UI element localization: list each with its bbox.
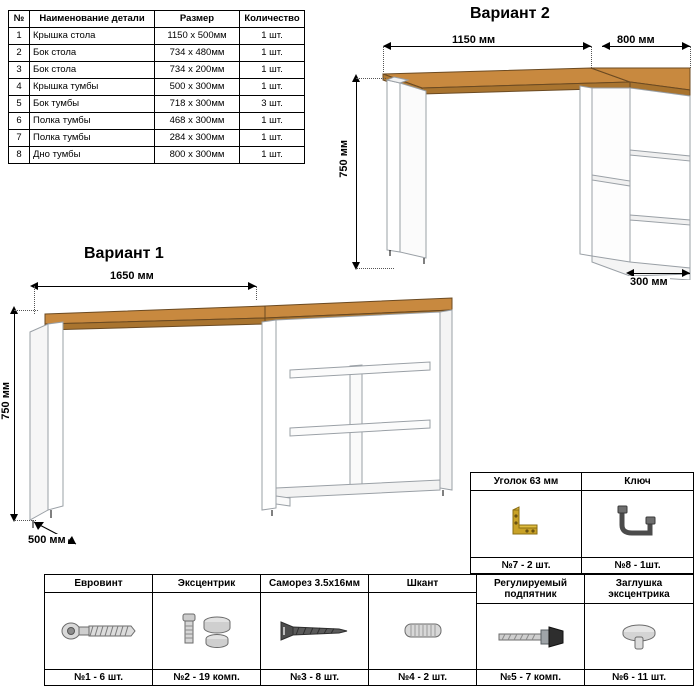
hardware-qty: №6 - 11 шт. — [585, 669, 693, 685]
cell-num: 6 — [9, 113, 30, 130]
header-num: № — [9, 11, 30, 28]
hardware-item-cam-lock — [153, 575, 261, 685]
hardware-item-self-tapping-screw — [261, 575, 369, 685]
hardware-item-hex-key — [582, 473, 693, 573]
hardware-qty: №1 - 6 шт. — [45, 669, 152, 685]
cell-num: 1 — [9, 28, 30, 45]
hardware-item-cam-cover-cap — [585, 575, 693, 685]
cell-size: 468 х 300мм — [155, 113, 240, 130]
cell-size: 800 х 300мм — [155, 147, 240, 164]
cell-qty: 1 шт. — [240, 28, 305, 45]
table-row — [9, 113, 305, 130]
hardware-item-dowel — [369, 575, 477, 685]
variant2-title: Вариант 2 — [470, 5, 550, 22]
hardware-title: Шкант — [369, 575, 476, 593]
variant1-depth-label: 500 мм — [28, 534, 66, 546]
cell-qty: 3 шт. — [240, 96, 305, 113]
cell-size: 1150 х 500мм — [155, 28, 240, 45]
hardware-title: Заглушка эксцентрика — [585, 575, 693, 604]
table-row — [9, 147, 305, 164]
hardware-qty: №8 - 1шт. — [582, 557, 693, 573]
table-row — [9, 130, 305, 147]
cell-num: 2 — [9, 45, 30, 62]
cell-name: Бок тумбы — [30, 96, 155, 113]
hardware-title: Евровинт — [45, 575, 152, 593]
table-row — [9, 45, 305, 62]
cell-num: 7 — [9, 130, 30, 147]
hardware-item-euro-screw — [45, 575, 153, 685]
cell-size: 718 х 300мм — [155, 96, 240, 113]
hardware-title: Эксцентрик — [153, 575, 260, 593]
variant1-drawing — [0, 262, 470, 562]
hardware-title: Уголок 63 мм — [471, 473, 581, 491]
corner-bracket-icon — [471, 491, 581, 557]
table-row — [9, 79, 305, 96]
hex-key-icon — [582, 491, 693, 557]
cell-num: 8 — [9, 147, 30, 164]
table-header-row — [9, 11, 305, 28]
hardware-bottom-grid — [44, 574, 694, 686]
cell-num: 3 — [9, 62, 30, 79]
variant1-height-label: 750 мм — [0, 382, 12, 420]
cell-qty: 1 шт. — [240, 147, 305, 164]
dowel-icon — [369, 593, 476, 669]
variant2-drawing — [330, 30, 700, 288]
cam-cover-cap-icon — [585, 604, 693, 669]
variant1-width-label: 1650 мм — [110, 270, 154, 282]
hardware-qty: №5 - 7 комп. — [477, 669, 584, 685]
adjustable-foot-icon — [477, 604, 584, 669]
cell-num: 5 — [9, 96, 30, 113]
cell-qty: 1 шт. — [240, 113, 305, 130]
hardware-title: Ключ — [582, 473, 693, 491]
cell-qty: 1 шт. — [240, 79, 305, 96]
hardware-qty: №4 - 2 шт. — [369, 669, 476, 685]
cell-qty: 1 шт. — [240, 130, 305, 147]
cell-qty: 1 шт. — [240, 62, 305, 79]
table-row — [9, 96, 305, 113]
hardware-qty: №3 - 8 шт. — [261, 669, 368, 685]
cell-name: Полка тумбы — [30, 130, 155, 147]
hardware-item-adjustable-foot — [477, 575, 585, 685]
cell-size: 734 х 200мм — [155, 62, 240, 79]
hardware-item-corner-bracket — [471, 473, 582, 573]
cam-lock-icon — [153, 593, 260, 669]
hardware-title: Регулируемый подпятник — [477, 575, 584, 604]
variant2-side-label: 300 мм — [630, 276, 668, 288]
table-row — [9, 62, 305, 79]
hardware-qty: №2 - 19 комп. — [153, 669, 260, 685]
cell-name: Крышка тумбы — [30, 79, 155, 96]
cell-size: 734 х 480мм — [155, 45, 240, 62]
variant1-title: Вариант 1 — [84, 245, 164, 262]
cell-num: 4 — [9, 79, 30, 96]
cell-name: Бок стола — [30, 62, 155, 79]
cell-size: 284 х 300мм — [155, 130, 240, 147]
self-tapping-screw-icon — [261, 593, 368, 669]
table-row — [9, 28, 305, 45]
parts-table — [8, 10, 305, 164]
cell-name: Крышка стола — [30, 28, 155, 45]
hardware-title: Саморез 3.5х16мм — [261, 575, 368, 593]
variant2-height-label: 750 мм — [338, 140, 350, 178]
header-qty: Количество — [240, 11, 305, 28]
cell-name: Бок стола — [30, 45, 155, 62]
euro-screw-icon — [45, 593, 152, 669]
header-name: Наименование детали — [30, 11, 155, 28]
cell-qty: 1 шт. — [240, 45, 305, 62]
hardware-top-grid — [470, 472, 694, 574]
variant2-depth-label: 800 мм — [617, 34, 655, 46]
hardware-qty: №7 - 2 шт. — [471, 557, 581, 573]
variant2-width-label: 1150 мм — [452, 34, 496, 46]
cell-name: Полка тумбы — [30, 113, 155, 130]
cell-size: 500 х 300мм — [155, 79, 240, 96]
header-size: Размер — [155, 11, 240, 28]
cell-name: Дно тумбы — [30, 147, 155, 164]
